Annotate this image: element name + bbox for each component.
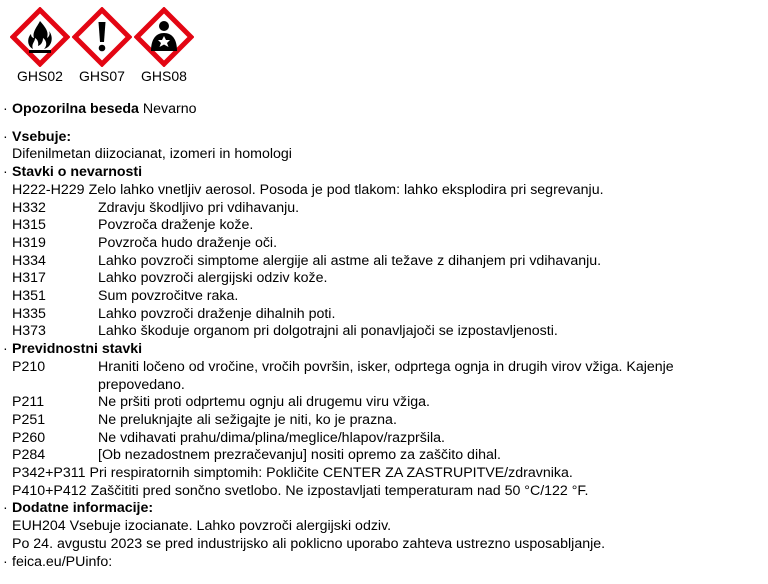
ghs02-code: GHS02 <box>17 68 63 84</box>
contains-value: Difenilmetan diizocianat, izomeri in homologi <box>12 146 292 163</box>
hazard-text: Lahko škoduje organom pri dolgotrajni ali ponavljajoči se izpostavljenosti. <box>98 323 558 340</box>
hazard-statement-row <box>3 235 764 253</box>
hazard-statement-row <box>3 323 764 341</box>
bullet: · <box>3 553 8 570</box>
hazard-statements-label: Stavki o nevarnosti <box>12 164 143 181</box>
precautionary-statement-p342 <box>3 465 764 483</box>
ghs08-pictogram <box>134 7 194 84</box>
precautionary-statement-row <box>3 430 764 448</box>
precautionary-text: Ne preluknjajte ali sežigajte je niti, ko je prazna. <box>98 411 397 428</box>
precautionary-code: P410+P412 <box>12 482 87 499</box>
signal-word-value: Nevarno <box>142 101 197 117</box>
hazard-statement-h222 <box>3 182 764 200</box>
hazard-statements-heading <box>3 164 764 182</box>
contains-heading <box>3 129 764 147</box>
bullet: · <box>3 101 8 117</box>
precautionary-code: P210 <box>12 358 46 375</box>
precautionary-statement-row <box>3 359 764 394</box>
hazard-code: H319 <box>12 234 46 251</box>
precautionary-code: P251 <box>12 411 46 428</box>
hazard-text: Zelo lahko vnetljiv aerosol. Posoda je pod tlakom: lahko eksplodira pri segrevanju. <box>88 181 604 198</box>
health-hazard-icon <box>134 7 194 67</box>
hazard-text: Sum povzročitve raka. <box>98 288 239 305</box>
hazard-statement-row <box>3 200 764 218</box>
hazard-code: H373 <box>12 323 46 340</box>
exclamation-mark-icon <box>72 7 132 67</box>
hazard-code: H334 <box>12 252 46 269</box>
precautionary-statement-row <box>3 412 764 430</box>
bullet: · <box>3 128 8 145</box>
ghs07-code: GHS07 <box>79 68 125 84</box>
hazard-statement-row <box>3 217 764 235</box>
precautionary-text: Zaščititi pred sončno svetlobo. Ne izpostavljati temperaturam nad 50 °C/122 °F. <box>90 482 589 499</box>
precautionary-code: P211 <box>12 394 45 411</box>
precautionary-statements-label: Previdnostni stavki <box>12 341 143 358</box>
hazard-code: H317 <box>12 270 46 287</box>
footer-link-line <box>3 554 764 572</box>
hazard-code: H335 <box>12 305 46 322</box>
signal-word-line <box>3 101 764 119</box>
hazard-text: Povzroča hudo draženje oči. <box>98 234 278 251</box>
additional-info-line: EUH204 Vsebuje izocianate. Lahko povzroči alergijski odziv. <box>12 518 392 535</box>
flame-icon <box>10 7 70 67</box>
precautionary-code: P284 <box>12 447 46 464</box>
feica-link[interactable]: feica.eu/PUinfo: <box>12 553 113 570</box>
hazard-code: H332 <box>12 199 46 216</box>
hazard-text: Lahko povzroči draženje dihalnih poti. <box>98 305 336 322</box>
bullet: · <box>3 164 8 181</box>
precautionary-text: [Ob nezadostnem prezračevanju] nositi opremo za zaščito dihal. <box>98 447 501 464</box>
hazard-text: Povzroča draženje kože. <box>98 217 254 234</box>
precautionary-statements-heading <box>3 341 764 359</box>
precautionary-statement-row <box>3 447 764 465</box>
precautionary-text: Pri respiratornih simptomih: Pokličite CENTER ZA ZASTRUPITVE/zdravnika. <box>89 465 573 482</box>
bullet: · <box>3 341 8 358</box>
hazard-text: Zdravju škodljivo pri vdihavanju. <box>98 199 300 216</box>
hazard-statement-row <box>3 306 764 324</box>
signal-word-label: Opozorilna beseda <box>12 101 139 117</box>
bullet: · <box>3 500 8 517</box>
additional-info-line: Po 24. avgustu 2023 se pred industrijsko ali poklicno uporabo zahteva ustrezno usposabljanje. <box>12 535 606 552</box>
hazard-code: H222-H229 <box>12 181 85 198</box>
precautionary-text: Ne vdihavati prahu/dima/plina/meglice/hlapov/razpršila. <box>98 429 445 446</box>
additional-info-label: Dodatne informacije: <box>12 500 154 517</box>
precautionary-text: Ne pršiti proti odprtemu ognju ali drugemu viru vžiga. <box>98 394 430 411</box>
ghs07-pictogram <box>72 7 132 84</box>
additional-info-heading <box>3 500 764 518</box>
precautionary-statement-row <box>3 394 764 412</box>
ghs08-code: GHS08 <box>141 68 187 84</box>
hazard-text: Lahko povzroči simptome alergije ali astme ali težave z dihanjem pri vdihavanju. <box>98 252 602 269</box>
hazard-code: H351 <box>12 288 46 305</box>
hazard-code: H315 <box>12 217 46 234</box>
ghs-pictogram-row <box>10 7 194 84</box>
precautionary-statement-p410 <box>3 483 764 501</box>
hazard-statement-row <box>3 288 764 306</box>
contains-label: Vsebuje: <box>12 128 72 145</box>
hazard-statement-row <box>3 270 764 288</box>
ghs02-pictogram <box>10 7 70 84</box>
label-elements <box>3 101 764 571</box>
hazard-statement-row <box>3 253 764 271</box>
precautionary-code: P260 <box>12 429 46 446</box>
hazard-text: Lahko povzroči alergijski odziv kože. <box>98 270 328 287</box>
precautionary-text: Hraniti ločeno od vročine, vročih površin, isker, odprtega ognja in drugih virov vžiga. Kajenje prepovedano. <box>98 358 674 393</box>
precautionary-code: P342+P311 <box>12 465 86 482</box>
